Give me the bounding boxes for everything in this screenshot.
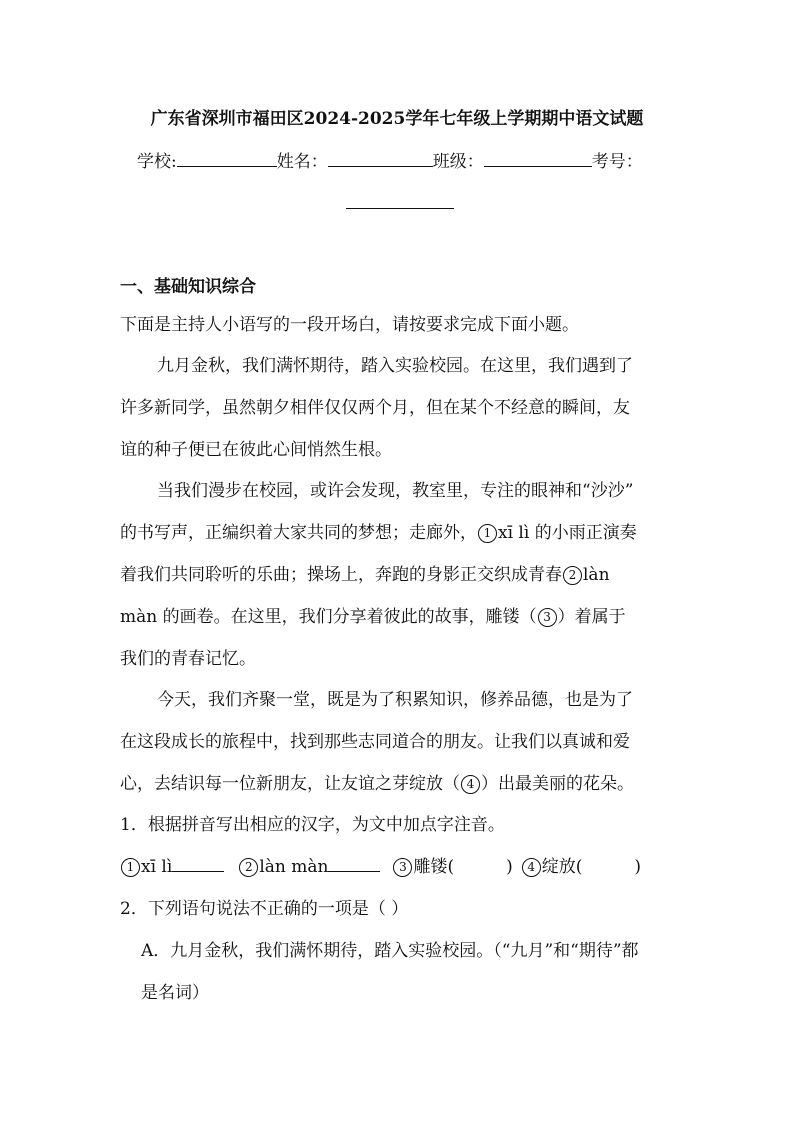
answer-blank-1[interactable] xyxy=(172,856,224,872)
circled-number-4: 4 xyxy=(461,775,480,794)
para2-line2-text: 的书写声，正编织着大家共同的梦想；走廊外， xyxy=(120,523,477,543)
name-label: 姓名： xyxy=(276,152,328,172)
para2-line5: 我们的青春记忆。 xyxy=(120,649,256,669)
class-label: 班级： xyxy=(432,152,484,172)
exam-no-blank[interactable] xyxy=(346,208,454,209)
q1-circled-2: 2 xyxy=(239,858,258,877)
para3-line1: 今天，我们齐聚一堂，既是为了积累知识，修养品德，也是为了 xyxy=(157,690,633,710)
para1-line3: 谊的种子便已在彼此心间悄然生根。 xyxy=(120,440,392,460)
exam-title: 广东省深圳市福田区2024-2025学年七年级上学期期中语文试题 xyxy=(150,109,644,129)
answer-blank-2[interactable] xyxy=(328,856,380,872)
q1-pinyin-lanman: làn màn xyxy=(259,857,329,877)
question-1: 1．根据拼音写出相应的汉字，为文中加点字注音。 xyxy=(120,815,505,835)
q1-zhanfang: 绽放( xyxy=(541,857,583,877)
q1-circled-1: 1 xyxy=(121,858,140,877)
para3-line3 xyxy=(120,773,634,795)
intro-text: 下面是主持人小语写的一段开场白，请按要求完成下面小题。 xyxy=(120,315,579,335)
para2-line1: 当我们漫步在校园，或许会发现，教室里，专注的眼神和“沙沙” xyxy=(157,481,634,501)
section-heading: 一、基础知识综合 xyxy=(120,277,256,297)
q1-circled-4: 4 xyxy=(522,858,541,877)
para2-line4-text: màn 的画卷。在这里，我们分享着彼此的故事，雕镂（ xyxy=(120,607,537,627)
q1-diaolou: 雕镂( xyxy=(413,857,455,877)
question-1-answers xyxy=(120,856,641,878)
school-label: 学校: xyxy=(137,152,177,172)
para2-line4 xyxy=(120,606,626,628)
q1-close-3: ) xyxy=(506,857,513,877)
question-2: 2．下列语句说法不正确的一项是（ ） xyxy=(120,899,409,919)
para2-line2 xyxy=(120,522,637,544)
q1-circled-3: 3 xyxy=(393,858,412,877)
para2-line4-end: ）着属于 xyxy=(557,607,626,627)
option-a-line1: A．九月金秋，我们满怀期待，踏入实验校园。（“九月”和“期待”都 xyxy=(141,941,639,961)
school-blank[interactable] xyxy=(177,150,277,167)
class-blank[interactable] xyxy=(484,150,592,167)
pinyin-lan: làn xyxy=(583,565,610,585)
para1-line2: 许多新同学，虽然朝夕相伴仅仅两个月，但在某个不经意的瞬间，友 xyxy=(120,398,630,418)
circled-number-2: 2 xyxy=(563,566,582,585)
para3-line2: 在这段成长的旅程中，找到那些志同道合的朋友。让我们以真诚和爱 xyxy=(120,732,630,752)
circled-number-3: 3 xyxy=(538,608,557,627)
q1-pinyin-xili: xī lì xyxy=(141,857,173,877)
student-info-row xyxy=(137,147,643,172)
para2-line3 xyxy=(120,564,610,586)
para3-line3-text: 心，去结识每一位新朋友，让友谊之芽绽放（ xyxy=(120,774,460,794)
name-blank[interactable] xyxy=(328,150,433,167)
para1-line1: 九月金秋，我们满怀期待，踏入实验校园。在这里，我们遇到了 xyxy=(157,356,633,376)
option-a-line2: 是名词） xyxy=(141,983,209,1003)
para3-line3-end: ）出最美丽的花朵。 xyxy=(481,774,634,794)
circled-number-1: 1 xyxy=(478,524,497,543)
para2-line3-text: 着我们共同聆听的乐曲；操场上，奔跑的身影正交织成青春 xyxy=(120,565,562,585)
pinyin-xili: xī lì 的小雨正演奏 xyxy=(498,523,637,543)
q1-close-4: ) xyxy=(634,857,642,877)
exam-no-label: 考号： xyxy=(591,152,643,172)
